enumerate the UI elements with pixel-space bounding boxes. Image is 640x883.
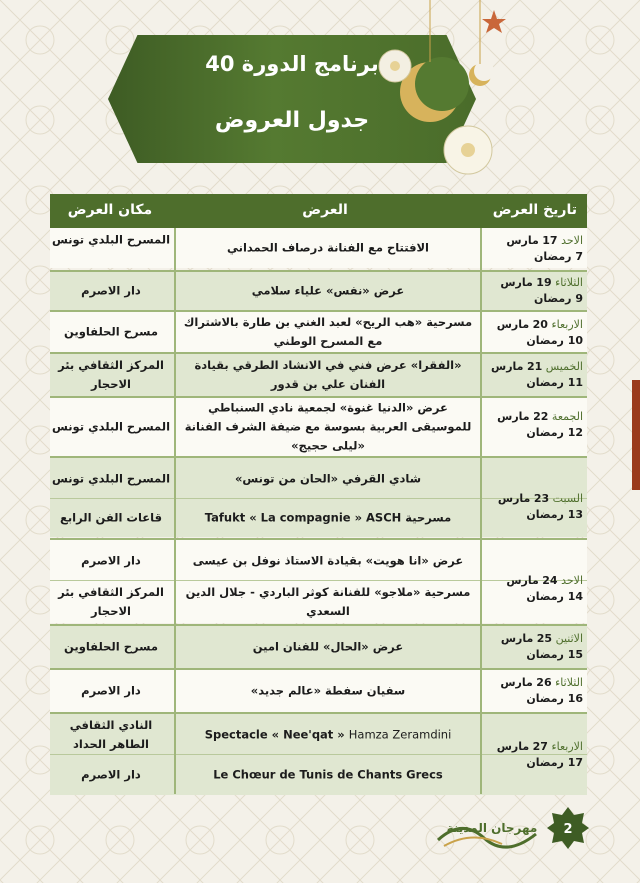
- date-cell: السبت 23 مارس 13 رمضان: [497, 492, 583, 521]
- venue: المسرح البلدي تونس: [51, 419, 171, 434]
- show: سفيان سفطة «عالم جديد»: [250, 683, 406, 698]
- venue: دار الاصرم: [81, 553, 141, 568]
- show: شادي القرفي «الحان من تونس»: [234, 471, 422, 486]
- show: عرض «نفس» علياء سلامي: [251, 283, 405, 298]
- header-venue: مكان العرض: [67, 202, 153, 218]
- date-cell: الثلاثاء 19 مارس 9 رمضان: [500, 276, 583, 305]
- page-edge-stripe: [632, 380, 640, 490]
- venue: النادي الثقافي الطاهر الحداد: [69, 718, 153, 751]
- show: عرض «الحال» للفنان امين: [252, 639, 404, 654]
- venue: المسرح البلدي تونس: [51, 471, 171, 486]
- date-cell: الاثنين 25 مارس 15 رمضان: [500, 632, 583, 661]
- column-divider: [480, 228, 482, 794]
- header-show: العرض: [302, 202, 348, 218]
- date-cell: الاربعاء 27 مارس 17 رمضان: [496, 740, 583, 769]
- date-cell: الاحد 24 مارس 14 رمضان: [506, 574, 583, 603]
- date-cell: الثلاثاء 26 مارس 16 رمضان: [500, 676, 583, 705]
- header-date: تاريخ العرض: [492, 202, 577, 218]
- show: «الفقرا» عرض فني في الانشاد الطرقي بقيادة الفنان علي بن قدور: [194, 358, 462, 391]
- date-cell: الخميس 21 مارس 11 رمضان: [491, 360, 583, 389]
- venue: قاعات الفن الرابع: [59, 510, 162, 525]
- date-cell: الجمعة 22 مارس 12 رمضان: [497, 410, 583, 439]
- date-cell: الاحد 17 مارس 7 رمضان: [506, 234, 583, 263]
- schedule-subtitle: جدول العروض: [214, 108, 370, 133]
- show: Spectacle « Nee'qat » Hamza Zeramdini: [204, 727, 452, 742]
- venue: دار الاصرم: [81, 283, 141, 298]
- festival-logo: [432, 810, 552, 854]
- venue: مسرح الحلفاوين: [64, 639, 158, 654]
- venue: دار الاصرم: [81, 683, 141, 698]
- table-header: [50, 194, 587, 228]
- show: Le Chœur de Tunis de Chants Grecs: [213, 767, 443, 782]
- venue: المسرح البلدي تونس: [51, 232, 171, 247]
- show: مسرحية Tafukt « La compagnie » ASCH: [204, 510, 452, 525]
- show: عرض «الدنيا غنوة» لجمعية نادي السنباطي للموسيقى العربية بسوسة مع ضيفة الشرف الفنانة «ليلى حجيج»: [184, 400, 472, 453]
- show: عرض «انا هويت» بقيادة الاستاذ نوفل بن عيسى: [192, 553, 464, 568]
- show: مسرحية «ملاجو» للفنانة كوثر الباردي - جلال الدين السعدي: [185, 585, 471, 618]
- page-number-badge: [546, 806, 590, 850]
- venue: دار الاصرم: [81, 767, 141, 782]
- svg-text:2: 2: [563, 822, 573, 837]
- venue: مسرح الحلفاوين: [64, 324, 158, 339]
- show: الافتتاح مع الفنانة درصاف الحمداني: [227, 240, 429, 255]
- svg-text:مهرجان المدينة: مهرجان المدينة: [446, 821, 538, 835]
- venue: المركز الثقافي بئر الاحجار: [58, 358, 164, 391]
- show: مسرحية «هب الريح» لعبد الغني بن طارة بالاشتراك مع المسرح الوطني: [183, 315, 473, 348]
- column-divider: [174, 228, 176, 794]
- venue: المركز الثقافي بئر الاحجار: [58, 585, 164, 618]
- date-cell: الاربعاء 20 مارس 10 رمضان: [496, 318, 583, 347]
- schedule-table: [50, 194, 587, 802]
- program-title: برنامج الدورة 40: [205, 52, 379, 76]
